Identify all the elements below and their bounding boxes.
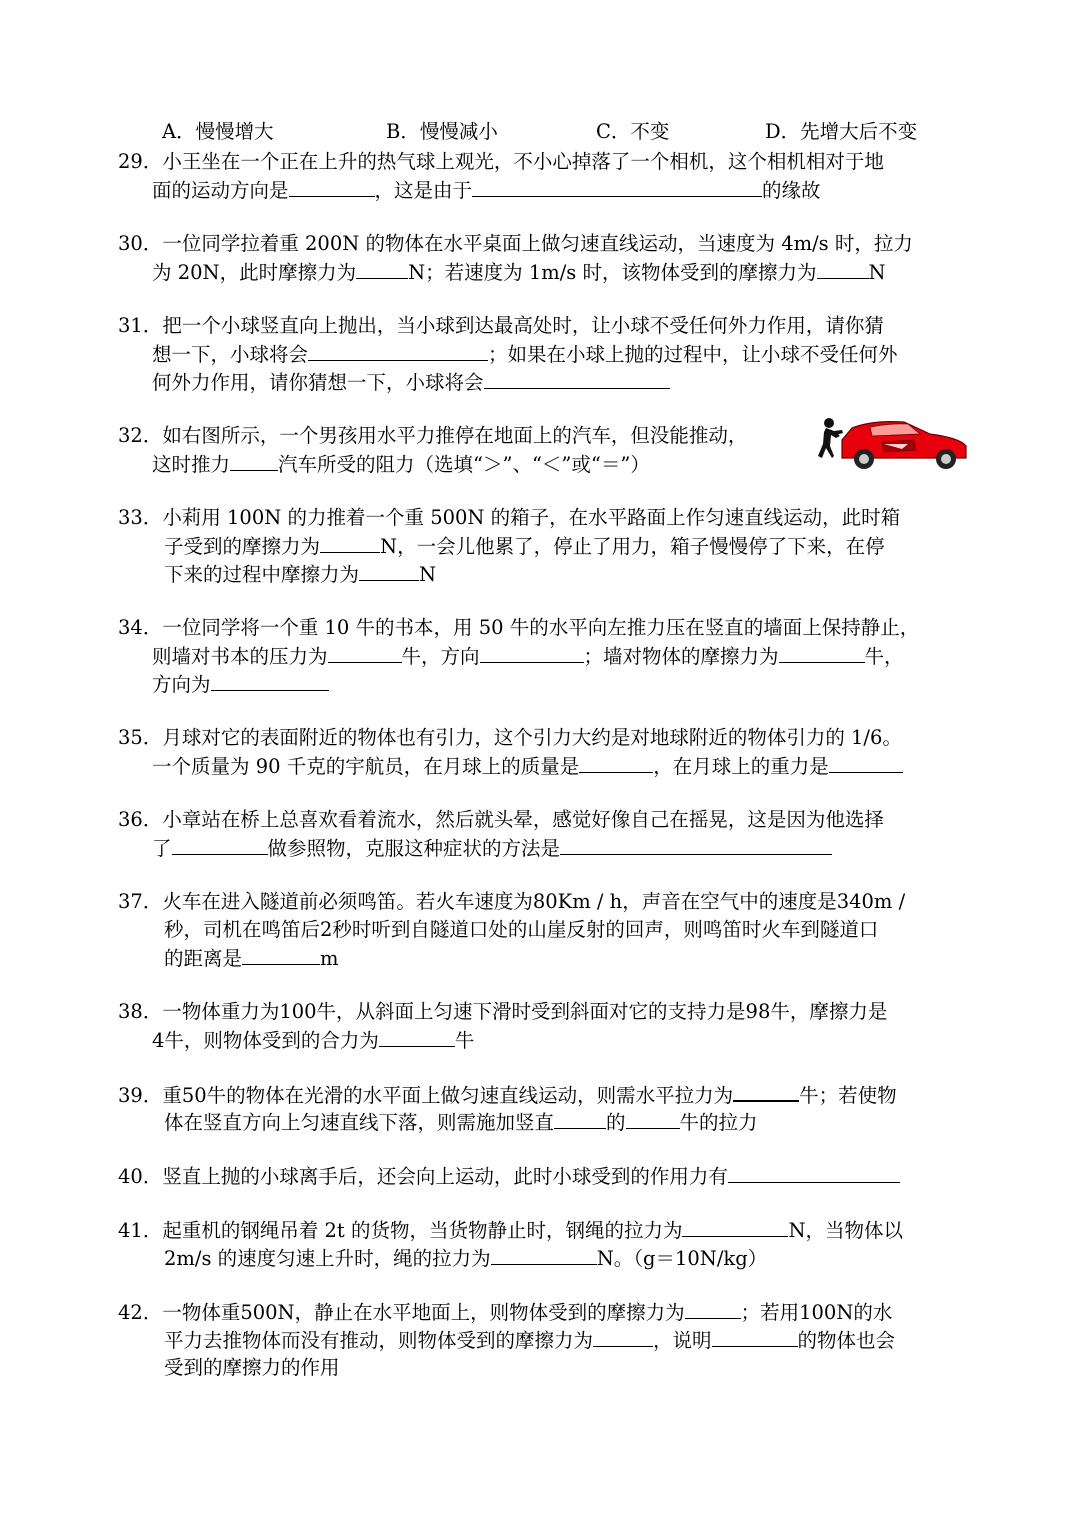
q31-blank-2[interactable]	[484, 368, 670, 389]
q31-text-c: 何外力作用，请你猜想一下，小球将会	[152, 371, 484, 394]
q41-text-c: 2m/s 的速度匀速上升时，绳的拉力为	[164, 1247, 491, 1270]
q34-text-c: ；墙对物体的摩擦力为	[583, 645, 779, 668]
q41-line2	[164, 1244, 767, 1272]
q33-text-c: 下来的过程中摩擦力为	[164, 563, 360, 586]
q39-text-b: 牛；若使物	[799, 1084, 897, 1107]
q33-text-d: N	[419, 563, 437, 586]
q40-text-a: 40．竖直上抛的小球离手后，还会向上运动，此时小球受到的作用力有	[118, 1165, 728, 1188]
q39-text-e: 牛的拉力	[679, 1111, 758, 1134]
q39-blank-1[interactable]	[733, 1080, 799, 1102]
q38-text-a: 4牛，则物体受到的合力为	[152, 1029, 379, 1052]
q41-blank-2[interactable]	[491, 1244, 597, 1265]
q30-line1: 30．一位同学拉着重 200N 的物体在水平桌面上做匀速直线运动，当速度为 4m/s 时，拉力	[118, 232, 913, 255]
q42-line1	[118, 1298, 892, 1326]
q32-blank-1[interactable]	[230, 450, 278, 471]
q29-text-a: 面的运动方向是	[152, 179, 289, 202]
q42-line2	[164, 1326, 895, 1354]
q39-text-d: 的	[606, 1111, 626, 1134]
q37-line1: 37．火车在进入隧道前必须鸣笛。若火车速度为80Km / h，声音在空气中的速度是340m /	[118, 890, 906, 913]
option-b: B．慢慢减小	[386, 120, 498, 143]
q33-line3	[164, 560, 436, 588]
q33-line1: 33．小莉用 100N 的力推着一个重 500N 的箱子，在水平路面上作匀速直线运动，此时箱	[118, 506, 901, 529]
q32-line1: 32．如右图所示，一个男孩用水平力推停在地面上的汽车，但没能推动，	[118, 424, 748, 447]
q39-line2	[164, 1108, 758, 1136]
option-a: A．慢慢增大	[162, 120, 274, 143]
q39-text-a: 39．重50牛的物体在光滑的水平面上做匀速直线运动，则需水平拉力为	[118, 1084, 734, 1107]
q33-line2	[164, 532, 885, 560]
q42-text-d: ，说明	[653, 1329, 712, 1352]
q33-text-a: 子受到的摩擦力为	[164, 535, 321, 558]
boy-icon	[818, 418, 843, 458]
q34-blank-2[interactable]	[480, 642, 584, 663]
q31-blank-1[interactable]	[308, 340, 488, 361]
q29-blank-2[interactable]	[472, 176, 762, 197]
q34-text-a: 则墙对书本的压力为	[152, 645, 328, 668]
q30-blank-1[interactable]	[356, 258, 408, 279]
q36-line1: 36．小章站在桥上总喜欢看着流水，然后就头晕，感觉好像自己在摇晃，这是因为他选择	[118, 808, 884, 831]
option-d: D．先增大后不变	[765, 120, 918, 143]
q29-line2	[152, 176, 821, 204]
q39-blank-3[interactable]	[626, 1108, 680, 1129]
q33-text-b: N，一会儿他累了，停止了用力，箱子慢慢停了下来，在停	[380, 535, 885, 558]
q38-blank-1[interactable]	[379, 1026, 455, 1047]
q42-blank-1[interactable]	[685, 1298, 741, 1319]
q34-blank-3[interactable]	[779, 642, 865, 663]
q39-blank-2[interactable]	[554, 1108, 606, 1129]
q37-blank-1[interactable]	[242, 944, 320, 965]
q34-text-e: 方向为	[152, 673, 211, 696]
q31-line1: 31．把一个小球竖直向上抛出，当小球到达最高处时，让小球不受任何外力作用，请你猜	[118, 314, 884, 337]
q38-line2	[152, 1026, 474, 1054]
q30-text-b: N；若速度为 1m/s 时，该物体受到的摩擦力为	[408, 261, 817, 284]
q41-line1	[118, 1216, 903, 1244]
q42-blank-2[interactable]	[593, 1326, 653, 1347]
q30-blank-2[interactable]	[817, 258, 869, 279]
q30-text-a: 为 20N，此时摩擦力为	[152, 261, 357, 284]
q40-line1	[118, 1162, 900, 1190]
q36-blank-2[interactable]	[560, 834, 832, 855]
q36-blank-1[interactable]	[172, 834, 268, 855]
q34-line3	[152, 670, 329, 698]
q41-text-b: N，当物体以	[788, 1219, 904, 1242]
q29-text-c: 的缘故	[762, 179, 821, 202]
q38-line1: 38．一物体重力为100牛，从斜面上匀速下滑时受到斜面对它的支持力是98牛，摩擦力是	[118, 1000, 888, 1023]
q31-text-b: ；如果在小球上抛的过程中，让小球不受任何外	[488, 343, 898, 366]
q32-text-a: 这时推力	[152, 453, 231, 476]
q33-blank-2[interactable]	[359, 560, 419, 581]
q40-blank-1[interactable]	[728, 1162, 900, 1183]
q42-text-b: ；若用100N的水	[740, 1301, 893, 1324]
q34-blank-4[interactable]	[211, 670, 329, 691]
q29-text-b: ，这是由于	[374, 179, 473, 202]
q35-text-a: 一个质量为 90 千克的宇航员，在月球上的质量是	[152, 755, 580, 778]
q39-text-c: 体在竖直方向上匀速直线下落，则需施加竖直	[164, 1111, 555, 1134]
q41-text-d: N。（g＝10N/kg）	[596, 1247, 768, 1270]
q32-text-b: 汽车所受的阻力（选填“＞”、“＜”或“＝”）	[278, 453, 650, 476]
q35-line1: 35．月球对它的表面附近的物体也有引力，这个引力大约是对地球附近的物体引力的 1/6。	[118, 726, 902, 749]
q37-line2: 秒，司机在鸣笛后2秒时听到自隧道口处的山崖反射的回声，则鸣笛时火车到隧道口	[164, 918, 879, 941]
q34-text-d: 牛，	[864, 645, 904, 668]
q37-line3	[164, 944, 339, 972]
q34-line1: 34．一位同学将一个重 10 牛的书本，用 50 牛的水平向左推力压在竖直的墙面上保持静止，	[118, 616, 920, 639]
q41-text-a: 41．起重机的钢绳吊着 2t 的货物，当货物静止时，钢绳的拉力为	[118, 1219, 683, 1242]
q29-blank-1[interactable]	[289, 176, 375, 197]
q37-text-a: 的距离是	[164, 947, 243, 970]
q34-blank-1[interactable]	[328, 642, 402, 663]
q31-line3	[152, 368, 670, 396]
q39-line1	[118, 1080, 897, 1108]
q29-line1: 29．小王坐在一个正在上升的热气球上观光，不小心掉落了一个相机，这个相机相对于地	[118, 150, 884, 173]
boy-pushing-car-icon	[812, 414, 972, 474]
q42-blank-3[interactable]	[712, 1326, 798, 1347]
q35-blank-2[interactable]	[829, 752, 903, 773]
q42-line3: 受到的摩擦力的作用	[164, 1356, 340, 1379]
q37-text-b: m	[320, 947, 339, 970]
q36-text-a: 了	[152, 837, 172, 860]
q35-line2	[152, 752, 903, 780]
q42-text-e: 的物体也会	[797, 1329, 896, 1352]
option-c: C．不变	[596, 120, 670, 143]
q34-line2	[152, 642, 904, 670]
q38-text-b: 牛	[454, 1029, 475, 1052]
q34-text-b: 牛，方向	[401, 645, 480, 668]
q36-line2	[152, 834, 832, 862]
q32-line2	[152, 450, 650, 478]
q35-blank-1[interactable]	[579, 752, 653, 773]
q35-text-b: ，在月球上的重力是	[653, 755, 829, 778]
q42-text-c: 平力去推物体而没有推动，则物体受到的摩擦力为	[164, 1329, 594, 1352]
q41-blank-1[interactable]	[682, 1216, 788, 1237]
q33-blank-1[interactable]	[320, 532, 380, 553]
q30-text-c: N	[868, 261, 886, 284]
q36-text-b: 做参照物，克服这种症状的方法是	[267, 837, 561, 860]
q31-line2	[152, 340, 898, 368]
q30-line2	[152, 258, 886, 286]
q42-text-a: 42．一物体重500N，静止在水平地面上，则物体受到的摩擦力为	[118, 1301, 685, 1324]
q31-text-a: 想一下，小球将会	[152, 343, 309, 366]
car-icon	[842, 422, 966, 469]
